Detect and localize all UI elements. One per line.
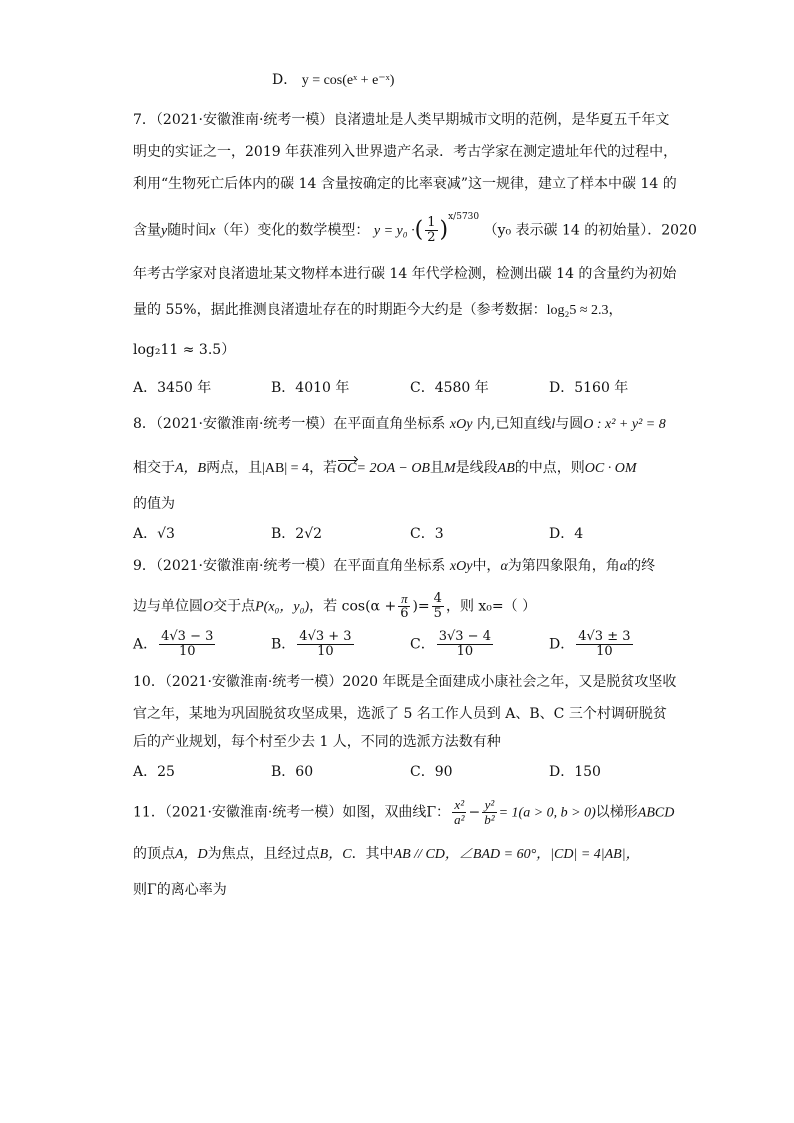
text: 9．（2021·安徽淮南·统考一模）在平面直角坐标系 <box>133 558 446 574</box>
fraction-4-5 <box>432 592 444 621</box>
segment-ab: AB <box>497 461 515 476</box>
coord-system: xOy <box>449 417 473 432</box>
numerator: 1 <box>427 215 436 230</box>
text: 为第四象限角，角 <box>507 558 620 574</box>
angle: ，∠BAD = 60° <box>444 847 537 862</box>
option-b[interactable]: B．4010 年 <box>271 380 350 396</box>
option-b[interactable] <box>271 630 356 659</box>
length-ab: |AB| = 4 <box>262 461 310 476</box>
text: )= <box>412 598 430 615</box>
q9-line-2 <box>133 592 536 621</box>
numerator: 3√3 − 4 <box>438 629 491 644</box>
text: 交于点 <box>213 598 256 615</box>
denominator: 6 <box>400 606 409 621</box>
option-c[interactable]: C．90 <box>410 764 453 780</box>
parallel: AB // CD <box>393 847 445 862</box>
option-d[interactable] <box>549 630 635 659</box>
text: 量的 55%，据此推测良渚遗址存在的时期距今大约是（参考数据： <box>133 302 547 318</box>
option-label: A． <box>133 636 158 653</box>
option-d[interactable]: D．5160 年 <box>549 380 629 396</box>
text: 两点，且 <box>206 460 263 476</box>
vector-oc: OC <box>337 459 356 479</box>
text: （年）变化的数学模型： <box>215 222 370 239</box>
option-c[interactable] <box>410 630 495 659</box>
text: （y₀ 表示碳 14 的初始量）．2020 <box>483 222 697 239</box>
denominator: 10 <box>456 644 474 659</box>
text: 以梯形 <box>595 804 638 821</box>
option-label: C． <box>410 636 435 653</box>
length-relation: ，|CD| = 4|AB|， <box>536 847 640 862</box>
q7-line-6 <box>133 300 623 321</box>
text: 内,已知直线 <box>476 416 552 432</box>
fraction-pi-6 <box>398 592 410 621</box>
alpha: α <box>500 559 508 574</box>
option-a[interactable] <box>133 630 217 659</box>
minus-sign: − <box>468 804 481 821</box>
fraction-y2-b2 <box>482 798 496 827</box>
text: 8．（2021·安徽淮南·统考一模）在平面直角坐标系 <box>133 416 446 432</box>
denominator: a² <box>454 812 465 827</box>
vector-equation: = 2OA − OB <box>356 461 430 476</box>
q7-line-7: log₂11 ≈ 3.5） <box>133 342 236 358</box>
q11-line-1 <box>133 798 674 827</box>
q8-line-1 <box>133 414 666 435</box>
points-bc: B，C <box>319 847 352 862</box>
option-fraction <box>437 630 493 659</box>
condition: = 1(a > 0, b > 0) <box>498 805 596 821</box>
coord-system: xOy <box>449 559 473 574</box>
paren-close: ) <box>439 217 449 243</box>
q7-line-5: 年考古学家对良渚遗址某文物样本进行碳 14 年代学检测，检测出碳 14 的含量约为初始 <box>133 266 677 282</box>
option-fraction <box>159 630 215 659</box>
paren-open: ( <box>414 217 424 243</box>
text: ．其中 <box>351 846 394 862</box>
text: 含量 <box>133 222 161 239</box>
q7-line-2: 明史的实证之一，2019 年获准列入世界遗产名录．考古学家在测定遗址年代的过程中， <box>133 144 678 160</box>
numerator: 4√3 − 3 <box>161 629 214 644</box>
fraction-half <box>425 216 437 245</box>
numerator: 4 <box>433 591 442 606</box>
formula: log₂5 ≈ 2.3， <box>546 303 623 318</box>
numerator: 4√3 ± 3 <box>578 629 631 644</box>
option-fraction <box>297 630 353 659</box>
text: 的顶点 <box>133 846 175 862</box>
option-c[interactable]: C．3 <box>410 526 444 542</box>
denominator: 2 <box>427 230 436 245</box>
text: ，若 cos(α + <box>309 598 397 615</box>
option-label: B． <box>271 636 296 653</box>
option-b[interactable]: B．2√2 <box>271 526 323 542</box>
q11-line-2 <box>133 844 640 865</box>
q9-line-1 <box>133 556 655 577</box>
circle-equation: O : x² + y² = 8 <box>583 417 666 432</box>
text: 边与单位圆 <box>133 598 203 615</box>
numerator: π <box>398 592 410 607</box>
option-formula: y = cos(eˣ + e⁻ˣ) <box>301 73 395 88</box>
q10-line-3: 后的产业规划，每个村至少去 1 人，不同的选派方法数有种 <box>133 734 501 750</box>
option-d[interactable]: D．150 <box>549 764 601 780</box>
numerator: x² <box>452 798 466 813</box>
q7-line-3: 利用“生物死亡后体内的碳 14 含量按确定的比率衰减”这一规律，建立了样本中碳 14 的 <box>133 176 677 192</box>
denominator: 5 <box>433 606 442 621</box>
fraction-x2-a2 <box>452 798 466 827</box>
q9-options <box>133 630 693 664</box>
var-x: x <box>209 223 216 239</box>
q10-line-1: 10．（2021·安徽淮南·统考一模）2020 年既是全面建成小康社会之年，又是脱贫攻坚收 <box>133 674 677 690</box>
text: 的终 <box>627 558 656 574</box>
option-label: D． <box>272 72 298 88</box>
text: 11．（2021·安徽淮南·统考一模）如图，双曲线Γ： <box>133 804 451 821</box>
option-label: D． <box>549 636 575 653</box>
dot-product: OC · OM <box>584 461 637 476</box>
text: 相交于 <box>133 460 175 476</box>
text: 为焦点，且经过点 <box>207 846 320 862</box>
numerator: 4√3 + 3 <box>299 629 352 644</box>
q7-line-1: 7．（2021·安徽淮南·统考一模）良渚遗址是人类早期城市文明的范例，是华夏五千年文 <box>133 112 670 128</box>
denominator: 10 <box>317 644 334 659</box>
text: 与圆 <box>555 416 584 432</box>
option-c[interactable]: C．4580 年 <box>410 380 489 396</box>
trapezoid-abcd: ABCD <box>637 805 675 821</box>
exponent: x/5730 <box>448 211 480 222</box>
var-y: y <box>161 223 168 239</box>
q10-line-2: 官之年，某地为巩固脱贫攻坚成果，选派了 5 名工作人员到 A、B、C 三个村调研脱贫 <box>133 706 667 722</box>
option-d[interactable]: D．4 <box>549 526 584 542</box>
text: ，若 <box>309 460 338 476</box>
text: 中， <box>472 558 501 574</box>
q7-line-4 <box>133 211 697 245</box>
option-a[interactable]: A．3450 年 <box>133 380 212 396</box>
point-p: P(x₀，y₀) <box>255 599 310 615</box>
q8-line-3: 的值为 <box>133 496 175 512</box>
point-o: O <box>203 599 214 615</box>
q6-option-d <box>272 70 394 91</box>
text: 且 <box>429 460 444 476</box>
text: 随时间 <box>167 222 210 239</box>
text: ，则 x₀=（ ） <box>445 598 537 615</box>
option-b[interactable]: B．60 <box>271 764 314 780</box>
points-ad: A，D <box>175 847 208 862</box>
text: 的中点，则 <box>514 460 585 476</box>
text: 是线段 <box>455 460 498 476</box>
denominator: 10 <box>178 644 196 659</box>
denominator: 10 <box>596 644 613 659</box>
option-fraction <box>576 630 632 659</box>
formula-y: y = y₀ · <box>373 223 415 239</box>
option-a[interactable]: A．25 <box>133 764 175 780</box>
points-ab: A，B <box>175 461 207 476</box>
point-m: M <box>443 461 456 476</box>
line-l: l <box>551 417 556 432</box>
q8-line-2 <box>133 458 637 479</box>
option-a[interactable]: A．√3 <box>133 526 175 542</box>
numerator: y² <box>482 798 496 813</box>
alpha: α <box>619 559 628 574</box>
q11-line-3: 则Γ的离心率为 <box>133 882 227 898</box>
denominator: b² <box>484 812 495 827</box>
